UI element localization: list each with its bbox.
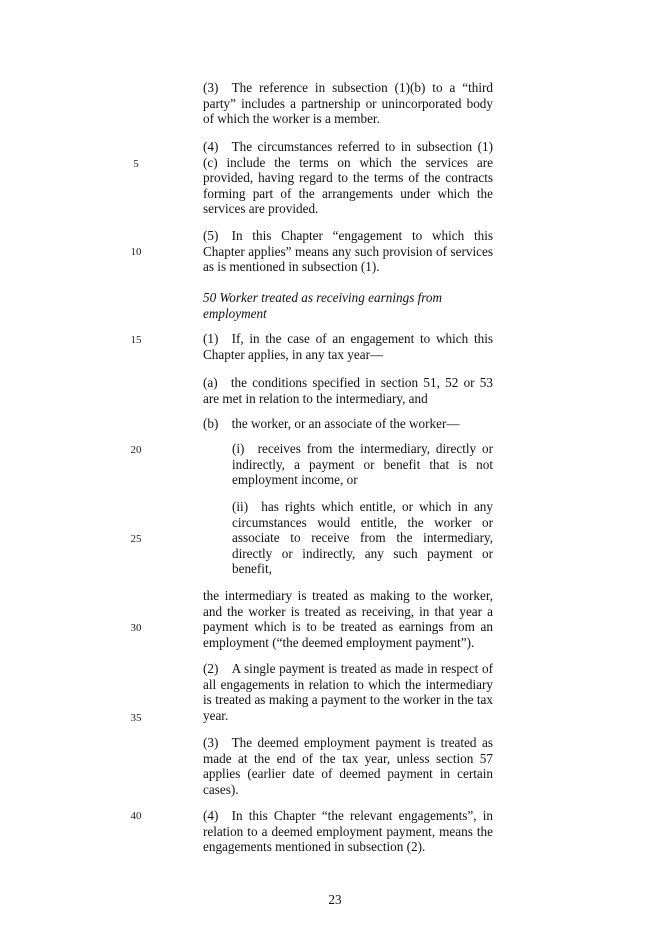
line-number: 20 bbox=[130, 444, 142, 456]
line-number: 35 bbox=[130, 712, 142, 724]
page-number: 23 bbox=[328, 892, 342, 907]
section-50-subsection-1: (1) If, in the case of an engagement to which this Chapter applies, in any tax year— bbox=[203, 331, 493, 362]
line-number: 10 bbox=[130, 246, 142, 258]
line-number: 40 bbox=[130, 810, 142, 822]
subparagraph-i: (i) receives from the intermediary, directly or indirectly, a payment or benefit that is not employment income, or bbox=[232, 441, 493, 488]
line-number: 15 bbox=[130, 334, 142, 346]
section-50-subsection-4: (4) In this Chapter “the relevant engagements”, in relation to a deemed employment payment, means the engagements mentioned in subsection (2). bbox=[203, 808, 493, 855]
line-number: 25 bbox=[130, 533, 142, 545]
section-50-subsection-2: (2) A single payment is treated as made in respect of all engagements in relation to which the intermediary is treated as making a payment to the worker in the tax year. bbox=[203, 661, 493, 723]
line-number: 30 bbox=[130, 622, 142, 634]
paragraph-a: (a) the conditions specified in section 51, 52 or 53 are met in relation to the intermediary, and bbox=[203, 375, 493, 406]
paragraph-b: (b) the worker, or an associate of the worker— bbox=[203, 416, 460, 431]
subparagraph-ii: (ii) has rights which entitle, or which in any circumstances would entitle, the worker or associate to receive from the intermediary, directly or indirectly, any such payment or benefit, bbox=[232, 499, 493, 577]
subsection-3-third-party: (3) The reference in subsection (1)(b) to a “third party” includes a partnership or unincorporated body of which the worker is a member. bbox=[203, 80, 493, 127]
subsection-4-circumstances: (4) The circumstances referred to in subsection (1)(c) include the terms on which the services are provided, having regard to the terms of the contracts forming part of the arrangements under which the services are provided. bbox=[203, 139, 493, 217]
deemed-payment-clause: the intermediary is treated as making to the worker, and the worker is treated as receiving, in that year a payment which is to be treated as earnings from an employment (“the deemed employment payment”). bbox=[203, 588, 493, 650]
line-number: 5 bbox=[133, 158, 139, 170]
section-50-heading: 50 Worker treated as receiving earnings from employment bbox=[203, 290, 443, 321]
subsection-5-engagement-definition: (5) In this Chapter “engagement to which this Chapter applies” means any such provision of services as is mentioned in subsection (1). bbox=[203, 228, 493, 275]
section-50-subsection-3: (3) The deemed employment payment is treated as made at the end of the tax year, unless section 57 applies (earlier date of deemed payment in certain cases). bbox=[203, 735, 493, 797]
